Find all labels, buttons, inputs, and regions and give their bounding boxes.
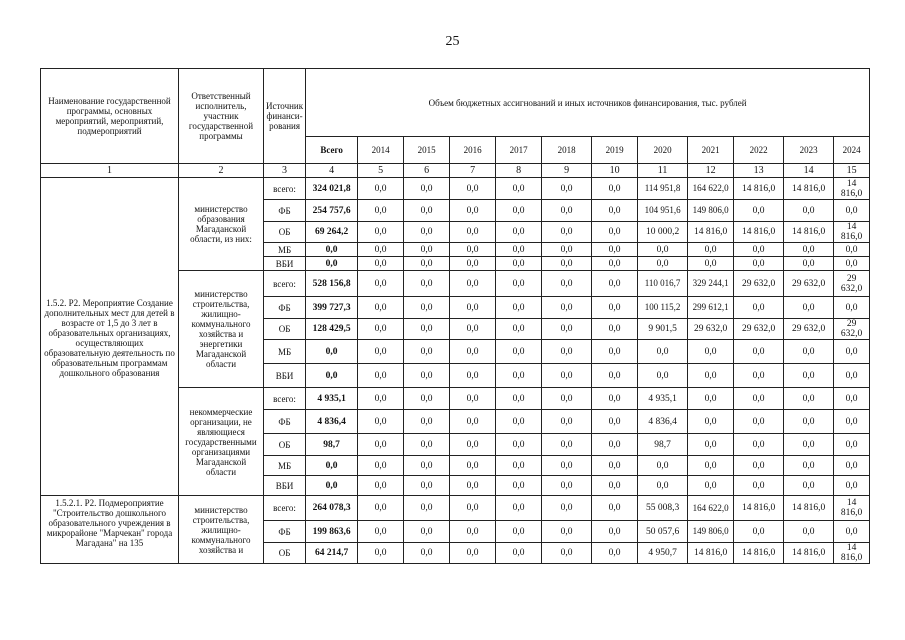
year-value: 0,0 — [542, 271, 592, 297]
year-value: 0,0 — [404, 178, 450, 200]
year-value: 0,0 — [450, 434, 496, 456]
page-number: 25 — [445, 34, 460, 49]
year-value: 0,0 — [734, 410, 784, 434]
total-value: 0,0 — [306, 476, 358, 496]
year-value: 10 000,2 — [638, 222, 688, 243]
column-number: 1 — [41, 164, 179, 178]
year-value: 0,0 — [784, 200, 834, 222]
header-year: 2021 — [688, 137, 734, 164]
funding-source: всего: — [264, 388, 306, 410]
column-number: 11 — [638, 164, 688, 178]
year-value: 0,0 — [450, 319, 496, 340]
year-value: 0,0 — [688, 410, 734, 434]
year-value: 0,0 — [358, 222, 404, 243]
executor-name: некоммерческие организации, не являющиеся государственными организациями Магаданской области — [179, 388, 264, 496]
year-value: 14 816,0 — [834, 543, 870, 564]
year-value: 0,0 — [358, 496, 404, 521]
year-value: 0,0 — [404, 456, 450, 476]
year-value: 0,0 — [450, 476, 496, 496]
year-value: 0,0 — [784, 340, 834, 364]
year-value: 0,0 — [592, 496, 638, 521]
year-value: 0,0 — [496, 243, 542, 257]
year-value: 0,0 — [358, 388, 404, 410]
year-value: 0,0 — [784, 257, 834, 271]
year-value: 0,0 — [592, 257, 638, 271]
year-value: 0,0 — [404, 297, 450, 319]
header-year: 2014 — [358, 137, 404, 164]
funding-source: ОБ — [264, 543, 306, 564]
year-value: 0,0 — [358, 456, 404, 476]
year-value: 0,0 — [496, 543, 542, 564]
total-value: 254 757,6 — [306, 200, 358, 222]
year-value: 0,0 — [358, 271, 404, 297]
year-value: 14 816,0 — [734, 543, 784, 564]
year-value: 14 816,0 — [834, 222, 870, 243]
year-value: 4 836,4 — [638, 410, 688, 434]
year-value: 0,0 — [450, 200, 496, 222]
year-value: 0,0 — [358, 410, 404, 434]
total-value: 0,0 — [306, 364, 358, 388]
year-value: 0,0 — [450, 297, 496, 319]
executor-name: министерство строительства, жилищно-коммунального хозяйства и — [179, 496, 264, 564]
header-year: 2018 — [542, 137, 592, 164]
year-value: 0,0 — [404, 543, 450, 564]
header-name: Наименование государственной программы, основных мероприятий, мероприятий, подмероприятий — [41, 69, 179, 164]
year-value: 0,0 — [688, 456, 734, 476]
total-value: 0,0 — [306, 243, 358, 257]
year-value: 0,0 — [592, 222, 638, 243]
year-value: 0,0 — [450, 257, 496, 271]
year-value: 0,0 — [450, 521, 496, 543]
year-value: 0,0 — [542, 200, 592, 222]
year-value: 0,0 — [496, 456, 542, 476]
year-value: 0,0 — [496, 410, 542, 434]
year-value: 0,0 — [358, 434, 404, 456]
header-funding-group: Объем бюджетных ассигнований и иных источников финансирования, тыс. рублей — [306, 69, 870, 137]
year-value: 29 632,0 — [834, 271, 870, 297]
funding-source: всего: — [264, 496, 306, 521]
year-value: 29 632,0 — [784, 271, 834, 297]
year-value: 0,0 — [834, 297, 870, 319]
year-value: 0,0 — [638, 364, 688, 388]
year-value: 0,0 — [834, 340, 870, 364]
year-value: 0,0 — [496, 297, 542, 319]
year-value: 0,0 — [638, 476, 688, 496]
year-value: 0,0 — [592, 297, 638, 319]
year-value: 0,0 — [358, 319, 404, 340]
year-value: 0,0 — [496, 364, 542, 388]
year-value: 0,0 — [834, 434, 870, 456]
funding-source: ФБ — [264, 200, 306, 222]
year-value: 14 816,0 — [784, 178, 834, 200]
year-value: 0,0 — [542, 319, 592, 340]
year-value: 14 816,0 — [834, 496, 870, 521]
year-value: 0,0 — [592, 434, 638, 456]
funding-source: всего: — [264, 178, 306, 200]
year-value: 0,0 — [358, 521, 404, 543]
year-value: 14 816,0 — [734, 178, 784, 200]
year-value: 0,0 — [734, 340, 784, 364]
funding-source: ФБ — [264, 297, 306, 319]
year-value: 0,0 — [496, 178, 542, 200]
year-value: 0,0 — [450, 496, 496, 521]
year-value: 0,0 — [592, 410, 638, 434]
header-executor: Ответственный исполнитель, участник государственной программы — [179, 69, 264, 164]
header-year: 2022 — [734, 137, 784, 164]
year-value: 0,0 — [784, 521, 834, 543]
total-value: 4 935,1 — [306, 388, 358, 410]
year-value: 0,0 — [542, 434, 592, 456]
year-value: 0,0 — [358, 476, 404, 496]
year-value: 0,0 — [688, 476, 734, 496]
total-value: 69 264,2 — [306, 222, 358, 243]
funding-source: ОБ — [264, 222, 306, 243]
year-value: 0,0 — [688, 340, 734, 364]
year-value: 50 057,6 — [638, 521, 688, 543]
year-value: 14 816,0 — [784, 543, 834, 564]
year-value: 0,0 — [542, 476, 592, 496]
year-value: 29 632,0 — [688, 319, 734, 340]
year-value: 0,0 — [734, 297, 784, 319]
year-value: 0,0 — [734, 388, 784, 410]
year-value: 0,0 — [592, 476, 638, 496]
year-value: 0,0 — [592, 271, 638, 297]
year-value: 9 901,5 — [638, 319, 688, 340]
column-number: 5 — [358, 164, 404, 178]
year-value: 14 816,0 — [688, 543, 734, 564]
column-number: 15 — [834, 164, 870, 178]
column-number: 6 — [404, 164, 450, 178]
measure-name: 1.5.2. Р2. Мероприятие Создание дополнительных мест для детей в возрасте от 1,5 до 3 лет в образовательных организациях, осуществляющих образовательную деятельность по образовательным программам дошкольного образования — [41, 178, 179, 496]
executor-name: министерство образования Магаданской области, из них: — [179, 178, 264, 271]
year-value: 14 816,0 — [688, 222, 734, 243]
year-value: 0,0 — [592, 388, 638, 410]
year-value: 0,0 — [404, 340, 450, 364]
year-value: 0,0 — [496, 200, 542, 222]
header-year: 2024 — [834, 137, 870, 164]
year-value: 0,0 — [592, 456, 638, 476]
year-value: 0,0 — [450, 456, 496, 476]
year-value: 0,0 — [592, 364, 638, 388]
year-value: 0,0 — [734, 434, 784, 456]
year-value: 0,0 — [734, 364, 784, 388]
year-value: 0,0 — [496, 257, 542, 271]
year-value: 0,0 — [734, 476, 784, 496]
funding-source: ОБ — [264, 319, 306, 340]
year-value: 0,0 — [592, 340, 638, 364]
year-value: 0,0 — [734, 200, 784, 222]
year-value: 0,0 — [404, 388, 450, 410]
year-value: 14 816,0 — [834, 178, 870, 200]
year-value: 0,0 — [734, 257, 784, 271]
total-value: 399 727,3 — [306, 297, 358, 319]
year-value: 0,0 — [542, 297, 592, 319]
year-value: 0,0 — [404, 257, 450, 271]
year-value: 4 950,7 — [638, 543, 688, 564]
funding-source: ВБИ — [264, 257, 306, 271]
year-value: 100 115,2 — [638, 297, 688, 319]
year-value: 0,0 — [404, 222, 450, 243]
year-value: 0,0 — [592, 200, 638, 222]
total-value: 0,0 — [306, 340, 358, 364]
year-value: 0,0 — [734, 456, 784, 476]
header-year: 2023 — [784, 137, 834, 164]
funding-source: ОБ — [264, 434, 306, 456]
column-number: 2 — [179, 164, 264, 178]
total-value: 98,7 — [306, 434, 358, 456]
column-number: 3 — [264, 164, 306, 178]
year-value: 0,0 — [542, 340, 592, 364]
funding-source: МБ — [264, 340, 306, 364]
year-value: 0,0 — [496, 340, 542, 364]
year-value: 55 008,3 — [638, 496, 688, 521]
total-value: 128 429,5 — [306, 319, 358, 340]
year-value: 0,0 — [358, 364, 404, 388]
year-value: 0,0 — [638, 257, 688, 271]
year-value: 0,0 — [404, 319, 450, 340]
year-value: 0,0 — [542, 543, 592, 564]
year-value: 110 016,7 — [638, 271, 688, 297]
year-value: 0,0 — [404, 364, 450, 388]
year-value: 0,0 — [834, 257, 870, 271]
total-value: 0,0 — [306, 456, 358, 476]
total-value: 199 863,6 — [306, 521, 358, 543]
year-value: 299 612,1 — [688, 297, 734, 319]
executor-name: министерство строительства, жилищно-коммунального хозяйства и энергетики Магаданской области — [179, 271, 264, 388]
year-value: 14 816,0 — [784, 496, 834, 521]
year-value: 0,0 — [496, 496, 542, 521]
year-value: 0,0 — [358, 340, 404, 364]
year-value: 0,0 — [834, 364, 870, 388]
year-value: 164 622,0 — [688, 178, 734, 200]
year-value: 14 816,0 — [784, 222, 834, 243]
funding-source: ВБИ — [264, 476, 306, 496]
column-number: 9 — [542, 164, 592, 178]
year-value: 0,0 — [784, 434, 834, 456]
funding-source: всего: — [264, 271, 306, 297]
year-value: 29 632,0 — [734, 271, 784, 297]
header-year: 2016 — [450, 137, 496, 164]
year-value: 29 632,0 — [784, 319, 834, 340]
year-value: 0,0 — [638, 456, 688, 476]
year-value: 0,0 — [734, 521, 784, 543]
year-value: 0,0 — [542, 521, 592, 543]
column-number: 7 — [450, 164, 496, 178]
year-value: 0,0 — [688, 388, 734, 410]
year-value: 0,0 — [542, 410, 592, 434]
year-value: 0,0 — [592, 178, 638, 200]
total-value: 0,0 — [306, 257, 358, 271]
year-value: 0,0 — [450, 222, 496, 243]
total-value: 264 078,3 — [306, 496, 358, 521]
year-value: 0,0 — [450, 543, 496, 564]
total-value: 64 214,7 — [306, 543, 358, 564]
year-value: 0,0 — [834, 521, 870, 543]
year-value: 0,0 — [784, 456, 834, 476]
year-value: 0,0 — [542, 243, 592, 257]
year-value: 0,0 — [834, 410, 870, 434]
year-value: 0,0 — [542, 388, 592, 410]
funding-source: ФБ — [264, 410, 306, 434]
year-value: 0,0 — [450, 178, 496, 200]
year-value: 0,0 — [734, 243, 784, 257]
year-value: 14 816,0 — [734, 222, 784, 243]
year-value: 0,0 — [784, 410, 834, 434]
year-value: 0,0 — [638, 243, 688, 257]
column-number: 14 — [784, 164, 834, 178]
year-value: 29 632,0 — [834, 319, 870, 340]
year-value: 0,0 — [404, 200, 450, 222]
year-value: 0,0 — [450, 271, 496, 297]
column-number: 12 — [688, 164, 734, 178]
year-value: 98,7 — [638, 434, 688, 456]
header-year: 2020 — [638, 137, 688, 164]
year-value: 0,0 — [592, 521, 638, 543]
year-value: 0,0 — [542, 257, 592, 271]
year-value: 149 806,0 — [688, 200, 734, 222]
total-value: 4 836,4 — [306, 410, 358, 434]
year-value: 0,0 — [688, 257, 734, 271]
year-value: 0,0 — [450, 340, 496, 364]
year-value: 0,0 — [542, 496, 592, 521]
year-value: 0,0 — [496, 222, 542, 243]
funding-source: МБ — [264, 243, 306, 257]
year-value: 0,0 — [404, 434, 450, 456]
year-value: 0,0 — [404, 496, 450, 521]
header-year: 2019 — [592, 137, 638, 164]
year-value: 0,0 — [496, 434, 542, 456]
year-value: 0,0 — [496, 388, 542, 410]
year-value: 0,0 — [358, 543, 404, 564]
year-value: 0,0 — [404, 271, 450, 297]
year-value: 0,0 — [450, 243, 496, 257]
year-value: 0,0 — [542, 222, 592, 243]
year-value: 29 632,0 — [734, 319, 784, 340]
column-number: 10 — [592, 164, 638, 178]
year-value: 0,0 — [450, 388, 496, 410]
year-value: 0,0 — [784, 243, 834, 257]
year-value: 0,0 — [404, 476, 450, 496]
sub-measure-name: 1.5.2.1. Р2. Подмероприятие "Строительство дошкольного образовательного учреждения в микрорайоне "Марчекан" города Магадана" на 135 — [41, 496, 179, 564]
year-value: 0,0 — [784, 297, 834, 319]
funding-source: МБ — [264, 456, 306, 476]
year-value: 0,0 — [450, 410, 496, 434]
budget-table — [40, 68, 870, 564]
year-value: 0,0 — [688, 243, 734, 257]
year-value: 0,0 — [358, 178, 404, 200]
year-value: 0,0 — [496, 319, 542, 340]
total-value: 324 021,8 — [306, 178, 358, 200]
year-value: 329 244,1 — [688, 271, 734, 297]
year-value: 0,0 — [404, 410, 450, 434]
year-value: 104 951,6 — [638, 200, 688, 222]
year-value: 0,0 — [638, 340, 688, 364]
year-value: 0,0 — [834, 243, 870, 257]
year-value: 0,0 — [784, 364, 834, 388]
year-value: 0,0 — [592, 543, 638, 564]
funding-source: ФБ — [264, 521, 306, 543]
year-value: 0,0 — [358, 243, 404, 257]
column-number: 8 — [496, 164, 542, 178]
year-value: 0,0 — [450, 364, 496, 388]
total-value: 528 156,8 — [306, 271, 358, 297]
year-value: 0,0 — [592, 243, 638, 257]
column-number: 4 — [306, 164, 358, 178]
year-value: 0,0 — [688, 364, 734, 388]
year-value: 0,0 — [358, 257, 404, 271]
year-value: 0,0 — [542, 178, 592, 200]
header-source: Источник финанси-рования — [264, 69, 306, 164]
year-value: 0,0 — [404, 243, 450, 257]
year-value: 114 951,8 — [638, 178, 688, 200]
year-value: 0,0 — [496, 271, 542, 297]
year-value: 164 622,0 — [688, 496, 734, 521]
year-value: 0,0 — [358, 200, 404, 222]
year-value: 0,0 — [834, 476, 870, 496]
year-value: 4 935,1 — [638, 388, 688, 410]
year-value: 14 816,0 — [734, 496, 784, 521]
column-number: 13 — [734, 164, 784, 178]
year-value: 0,0 — [496, 521, 542, 543]
year-value: 0,0 — [592, 319, 638, 340]
year-value: 0,0 — [688, 434, 734, 456]
year-value: 149 806,0 — [688, 521, 734, 543]
year-value: 0,0 — [784, 476, 834, 496]
header-year: 2017 — [496, 137, 542, 164]
year-value: 0,0 — [358, 297, 404, 319]
year-value: 0,0 — [834, 200, 870, 222]
header-year: 2015 — [404, 137, 450, 164]
header-total: Всего — [306, 137, 358, 164]
year-value: 0,0 — [834, 388, 870, 410]
year-value: 0,0 — [784, 388, 834, 410]
year-value: 0,0 — [834, 456, 870, 476]
year-value: 0,0 — [496, 476, 542, 496]
year-value: 0,0 — [542, 364, 592, 388]
funding-source: ВБИ — [264, 364, 306, 388]
year-value: 0,0 — [542, 456, 592, 476]
year-value: 0,0 — [404, 521, 450, 543]
